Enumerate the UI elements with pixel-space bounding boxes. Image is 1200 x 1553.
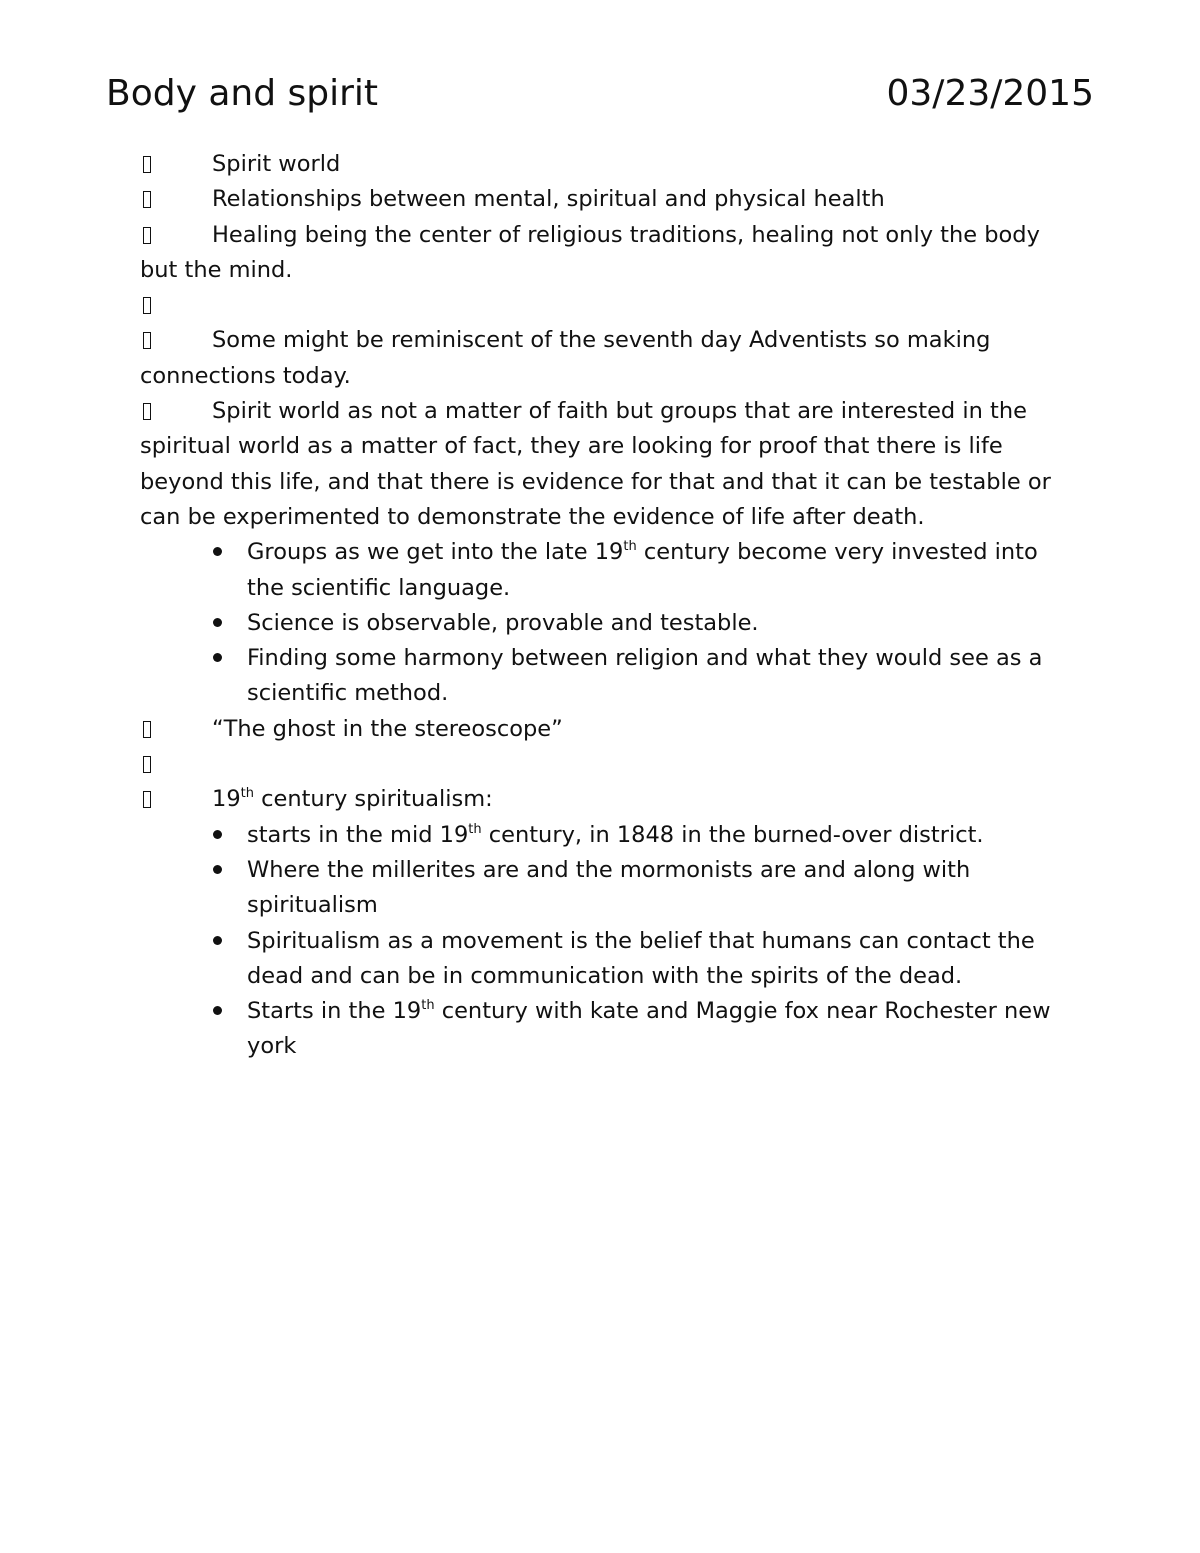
missing-glyph-icon	[142, 747, 152, 782]
note-paragraph	[140, 712, 1065, 747]
superscript: th	[623, 539, 637, 555]
bullet-item	[247, 994, 1065, 1065]
bullet-item	[247, 853, 1065, 924]
missing-glyph-icon	[142, 288, 152, 323]
bullet-item	[247, 535, 1065, 606]
page-header	[106, 70, 1094, 120]
superscript: th	[468, 821, 482, 837]
note-paragraph	[140, 147, 1065, 182]
bullet-text: century become very invested into the scientific language.	[247, 539, 1038, 601]
bullet-text: starts in the mid 19	[247, 821, 469, 848]
bullet-icon	[213, 865, 222, 874]
note-text: 19	[212, 786, 241, 813]
bullet-text: century with kate and Maggie fox near Rochester new york	[247, 998, 1051, 1060]
bullet-item	[247, 924, 1065, 995]
notes-body	[140, 147, 1065, 1065]
empty-note-paragraph	[140, 747, 1065, 782]
missing-glyph-icon	[142, 712, 152, 747]
note-text: Spirit world as not a matter of faith but groups that are interested in the spiritual world as a matter of fact, they are looking for proof that there is life beyond this life, and that there is evidence for that and that it can be testable or can be experimented to demonstrate the evidence of life after death.	[140, 398, 1051, 530]
note-text: Relationships between mental, spiritual and physical health	[212, 186, 885, 213]
bullet-icon	[213, 653, 222, 662]
bullet-list	[140, 535, 1065, 711]
bullet-icon	[213, 1006, 222, 1015]
bullet-item	[247, 641, 1065, 712]
note-text: century spiritualism:	[253, 786, 493, 813]
bullet-list	[140, 818, 1065, 1065]
empty-note-paragraph	[140, 288, 1065, 323]
missing-glyph-icon	[142, 323, 152, 358]
missing-glyph-icon	[142, 782, 152, 817]
note-text: Some might be reminiscent of the seventh day Adventists so making connections today.	[140, 327, 991, 389]
superscript: th	[421, 998, 435, 1014]
note-paragraph	[140, 218, 1065, 289]
note-paragraph	[140, 394, 1065, 535]
page-title: Body and spirit	[106, 73, 379, 114]
missing-glyph-icon	[142, 394, 152, 429]
bullet-item	[247, 606, 1065, 641]
bullet-icon	[213, 618, 222, 627]
note-paragraph	[140, 323, 1065, 394]
page-date: 03/23/2015	[886, 73, 1094, 114]
missing-glyph-icon	[142, 218, 152, 253]
note-text: Healing being the center of religious traditions, healing not only the body but the mind.	[140, 221, 1040, 283]
bullet-text: Where the millerites are and the mormonists are and along with spiritualism	[247, 856, 971, 919]
bullet-text: Starts in the 19	[247, 998, 422, 1025]
bullet-text: Science is observable, provable and testable.	[247, 609, 759, 636]
bullet-item	[247, 818, 1065, 853]
note-paragraph	[140, 182, 1065, 217]
missing-glyph-icon	[142, 182, 152, 217]
note-paragraph	[140, 782, 1065, 817]
missing-glyph-icon	[142, 147, 152, 182]
superscript: th	[240, 786, 254, 802]
bullet-text: Spiritualism as a movement is the belief that humans can contact the dead and can be in communication with the spirits of the dead.	[247, 927, 1035, 989]
bullet-text: century, in 1848 in the burned-over district.	[481, 821, 984, 848]
bullet-icon	[213, 830, 222, 839]
bullet-icon	[213, 936, 222, 945]
bullet-icon	[213, 547, 222, 556]
note-text: “The ghost in the stereoscope”	[212, 715, 563, 742]
bullet-text: Finding some harmony between religion and what they would see as a scientific method.	[247, 645, 1043, 707]
note-text: Spirit world	[212, 151, 341, 177]
bullet-text: Groups as we get into the late 19	[247, 539, 624, 566]
